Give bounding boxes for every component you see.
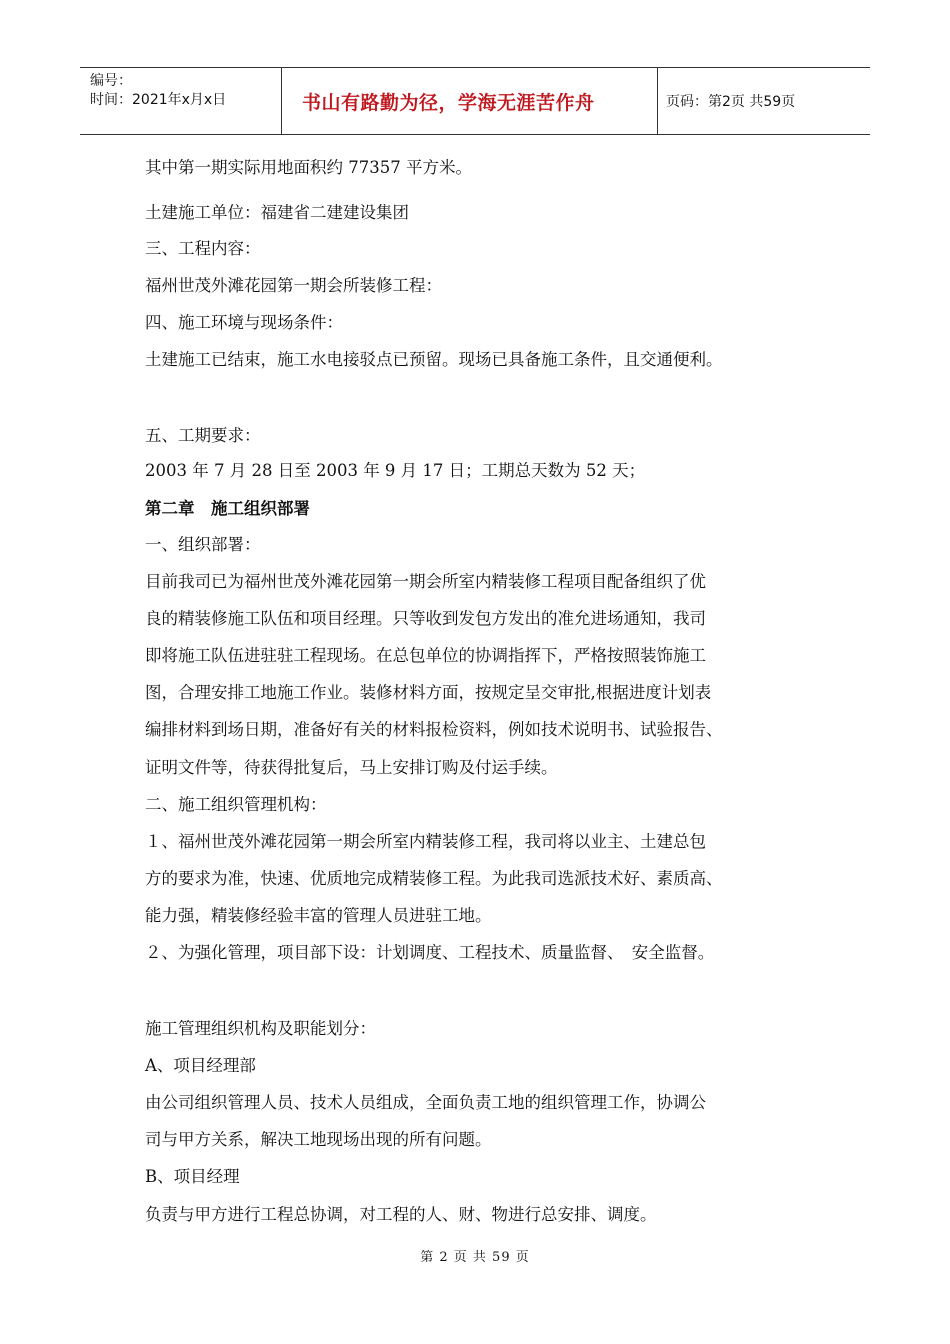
- paragraph-line: 即将施工队伍进驻驻工程现场。在总包单位的协调指挥下，严格按照装饰施工: [145, 646, 706, 665]
- paragraph-line: 图，合理安排工地施工作业。装修材料方面，按规定呈交审批,根据进度计划表: [145, 683, 712, 702]
- page-footer: 第 2 页 共 59 页: [420, 1250, 530, 1265]
- paragraph-line: 其中第一期实际用地面积约 77357 平方米。: [145, 158, 472, 177]
- paragraph-line: 方的要求为准，快速、优质地完成精装修工程。为此我司选派技术好、素质高、: [145, 869, 723, 888]
- paragraph-line: 土建施工已结束，施工水电接驳点已预留。现场已具备施工条件，且交通便利。: [145, 350, 723, 369]
- subsection-heading: A、项目经理部: [145, 1056, 256, 1075]
- paragraph-line: 证明文件等，待获得批复后，马上安排订购及付运手续。: [145, 758, 558, 777]
- subsection-heading: B、项目经理: [145, 1167, 240, 1186]
- header-info-cell: [80, 68, 282, 134]
- section-heading: 五、工期要求：: [145, 426, 261, 445]
- paragraph-line: １、福州世茂外滩花园第一期会所室内精装修工程，我司将以业主、土建总包: [145, 832, 706, 851]
- chapter-title: 第二章 施工组织部署: [145, 499, 310, 518]
- section-heading: 一、组织部署：: [145, 535, 261, 554]
- paragraph-line: 2003 年 7 月 28 日至 2003 年 9 月 17 日；工期总天数为 52 天；: [145, 461, 646, 480]
- paragraph-line: 负责与甲方进行工程总协调，对工程的人、财、物进行总安排、调度。: [145, 1205, 657, 1224]
- header-page-number: 页码：第2页 共59页: [666, 94, 796, 110]
- paragraph-line: 能力强，精装修经验丰富的管理人员进驻工地。: [145, 906, 492, 925]
- header-motto: 书山有路勤为径，学海无涯苦作舟: [282, 68, 658, 134]
- section-heading: 三、工程内容：: [145, 239, 261, 258]
- section-heading: 四、施工环境与现场条件：: [145, 313, 343, 332]
- paragraph-line: 目前我司已为福州世茂外滩花园第一期会所室内精装修工程项目配备组织了优: [145, 572, 706, 591]
- page-header: [80, 67, 870, 135]
- paragraph-line: 由公司组织管理人员、技术人员组成，全面负责工地的组织管理工作，协调公: [145, 1093, 706, 1112]
- paragraph-line: 福州世茂外滩花园第一期会所装修工程：: [145, 276, 442, 295]
- paragraph-line: 土建施工单位：福建省二建建设集团: [145, 203, 409, 222]
- paragraph-line: 编排材料到场日期，准备好有关的材料报检资料，例如技术说明书、试验报告、: [145, 720, 723, 739]
- paragraph-line: 司与甲方关系，解决工地现场出现的所有问题。: [145, 1130, 492, 1149]
- section-heading: 施工管理组织机构及职能划分：: [145, 1019, 376, 1038]
- document-time-label: 时间：2021年x月x日: [90, 92, 227, 108]
- paragraph-line: 良的精装修施工队伍和项目经理。只等收到发包方发出的准允进场通知，我司: [145, 609, 706, 628]
- paragraph-line: ２、为强化管理，项目部下设：计划调度、工程技术、质量监督、 安全监督。: [145, 943, 715, 962]
- section-heading: 二、施工组织管理机构：: [145, 795, 327, 814]
- document-number-label: 编号：: [90, 73, 132, 89]
